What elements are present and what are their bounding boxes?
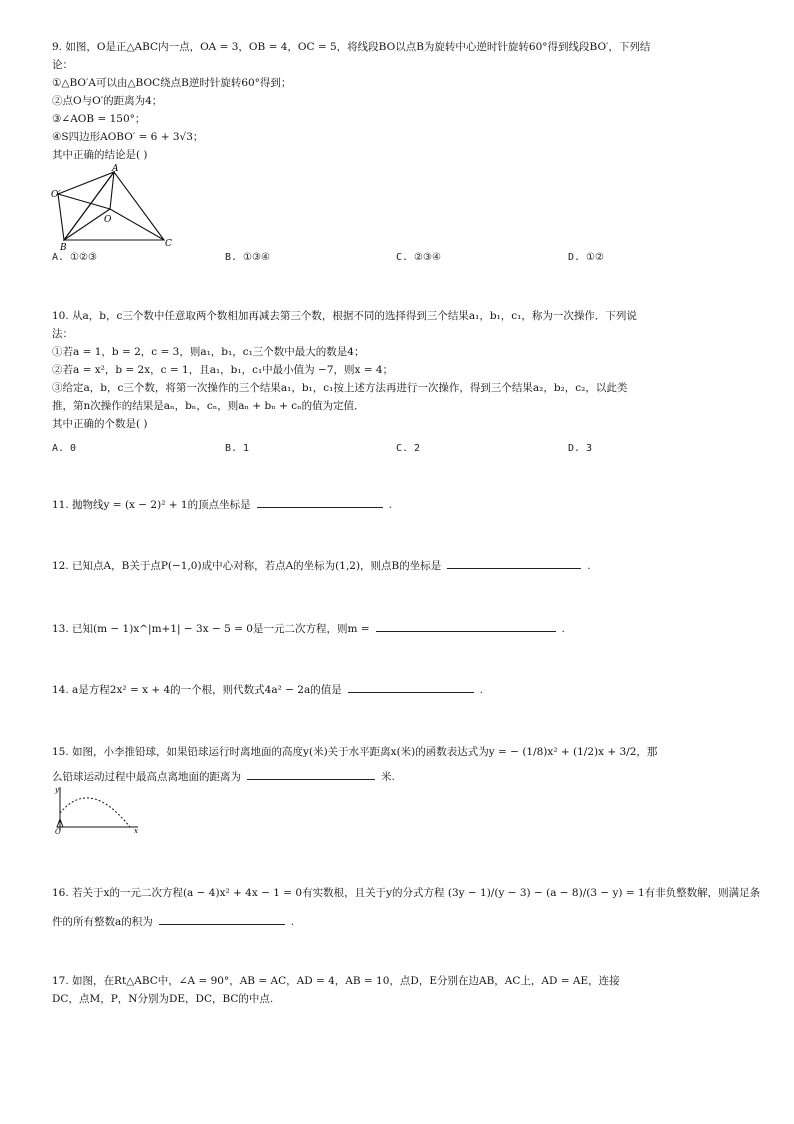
q11-line — [52, 496, 392, 512]
q11-text: 11. 抛物线y = (x − 2)² + 1的顶点坐标是 — [52, 499, 251, 511]
fig-label-a: A — [112, 164, 119, 174]
q9-statement-3: ③∠AOB = 150°； — [52, 113, 146, 125]
q16-answer-blank[interactable] — [159, 913, 285, 925]
q9-option-d[interactable]: D. ①② — [568, 252, 604, 263]
q9-option-b[interactable]: B. ①③④ — [225, 252, 270, 263]
q9-triangle-figure — [48, 160, 183, 252]
q14-text: 14. a是方程2x² = x + 4的一个根，则代数式4a² − 2a的值是 — [52, 684, 342, 696]
q15-line1: 15. 如图，小李推铅球，如果铅球运行时离地面的高度y(米)关于水平距离x(米)的函数表达式为y = − (1/8)x² + (1/2)x + 3/2，那 — [52, 746, 658, 758]
q9-statement-1: ①△BO′A可以由△BOC绕点B逆时针旋转60°得到； — [52, 77, 292, 89]
q11-answer-blank[interactable] — [257, 496, 383, 508]
q14-answer-blank[interactable] — [348, 681, 474, 693]
q12-line — [52, 557, 591, 573]
q15-text2: 么铅球运动过程中最高点离地面的距离为 — [52, 771, 241, 783]
q15-end: 米. — [381, 771, 395, 783]
q13-line — [52, 620, 565, 636]
q12-text: 12. 已知点A，B关于点P(−1,0)成中心对称，若点A的坐标为(1,2)，则点B的坐标是 — [52, 560, 442, 572]
q13-answer-blank[interactable] — [376, 620, 556, 632]
q16-line1: 16. 若关于x的一元二次方程(a − 4)x² + 4x − 1 = 0有实数根，且关于y的分式方程 (3y − 1)/(y − 3) − (a − 8)/(3 − y) = 1有非负整数解，则满足条 — [52, 887, 761, 899]
q14-end: . — [479, 684, 484, 696]
q10-option-c[interactable]: C. 2 — [396, 443, 421, 454]
fig-label-o: O — [104, 215, 112, 225]
q9-option-c[interactable]: C. ②③④ — [396, 252, 441, 263]
q14-line — [52, 681, 483, 697]
q15-answer-blank[interactable] — [247, 768, 375, 780]
fig-label-c: C — [165, 239, 172, 249]
q10-statement-3b: 推，第n次操作的结果是aₙ，bₙ，cₙ，则aₙ + bₙ + cₙ的值为定值． — [52, 400, 365, 412]
q10-option-a[interactable]: A. 0 — [52, 443, 77, 454]
q9-statement-2: ②点O与O′的距离为4； — [52, 95, 163, 107]
q17-line1: 17. 如图，在Rt△ABC中，∠A = 90°，AB = AC，AD = 4，AB = 10，点D，E分别在边AB，AC上，AD = AE，连接 — [52, 975, 620, 987]
q9-question: 其中正确的结论是( ) — [52, 149, 148, 161]
fig-axis-y-label: y — [55, 786, 59, 794]
q9-statement-4: ④S四边形AOBO′ = 6 + 3√3； — [52, 131, 204, 143]
q17-line2: DC，点M，P，N分别为DE，DC，BC的中点. — [52, 993, 274, 1005]
q9-stem-line1: 9. 如图，O是正△ABC内一点，OA = 3，OB = 4，OC = 5，将线段BO以点B为旋转中心逆时针旋转60°得到线段BO′，下列结 — [52, 41, 651, 53]
q13-text: 13. 已知(m − 1)x^|m+1| − 3x − 5 = 0是一元二次方程，则m = — [52, 623, 370, 635]
q10-stem-line1: 10. 从a，b，c三个数中任意取两个数相加再减去第三个数，根据不同的选择得到三个结果a₁，b₁，c₁，称为一次操作．下列说 — [52, 310, 637, 322]
q9-option-a[interactable]: A. ①②③ — [52, 252, 97, 263]
fig-origin-label: O — [55, 828, 61, 835]
q10-question: 其中正确的个数是( ) — [52, 418, 148, 430]
q10-option-b[interactable]: B. 1 — [225, 443, 250, 454]
q12-end: . — [587, 560, 591, 572]
q11-end: . — [388, 499, 392, 511]
q10-statement-1: ①若a = 1，b = 2，c = 3，则a₁，b₁，c₁三个数中最大的数是4； — [52, 346, 365, 358]
fig-label-o-prime: O′ — [51, 190, 61, 200]
fig-axis-x-label: x — [134, 827, 138, 835]
q9-stem-line2: 论： — [52, 59, 73, 71]
q10-statement-3a: ③给定a，b，c三个数，将第一次操作的三个结果a₁，b₁，c₁按上述方法再进行一次操作，得到三个结果a₂，b₂，c₂，以此类 — [52, 382, 628, 394]
q16-line2 — [52, 913, 294, 929]
q10-stem-line2: 法： — [52, 328, 73, 340]
q16-end: . — [290, 916, 295, 928]
q16-text2: 件的所有整数a的积为 — [52, 916, 153, 928]
q13-end: . — [561, 623, 565, 635]
fig-label-b: B — [60, 243, 67, 252]
q10-statement-2: ②若a = x²，b = 2x，c = 1，且a₁，b₁，c₁中最小值为 −7，则x = 4； — [52, 364, 394, 376]
q15-line2 — [52, 768, 395, 784]
q12-answer-blank[interactable] — [447, 557, 581, 569]
q10-option-d[interactable]: D. 3 — [568, 443, 593, 454]
q15-shot-put-figure — [52, 783, 142, 835]
